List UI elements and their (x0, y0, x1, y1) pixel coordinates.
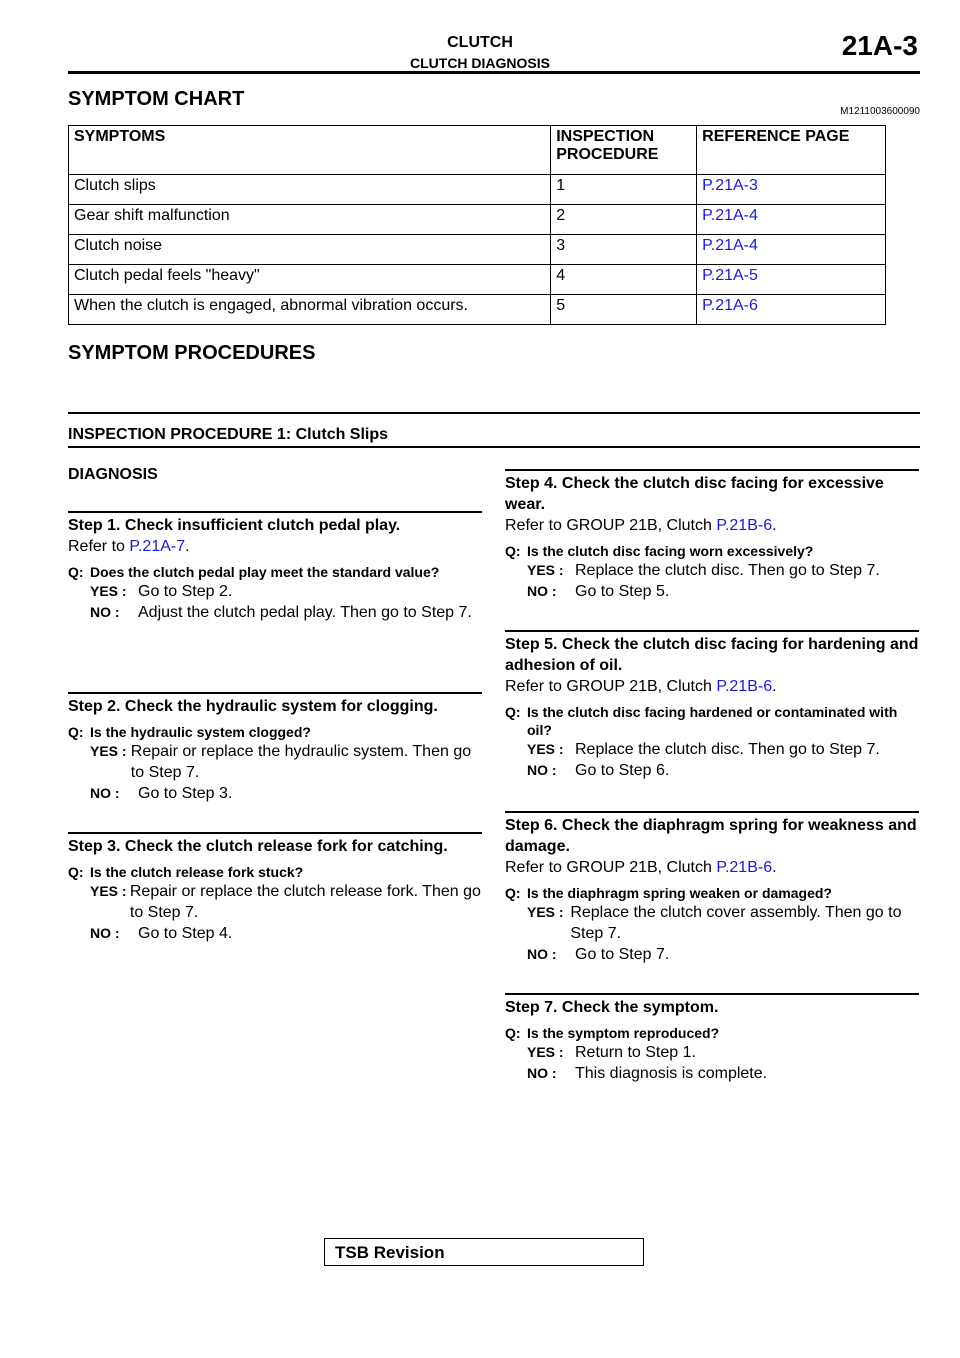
step-question: Q: Does the clutch pedal play meet the standard value? (68, 564, 440, 580)
tsb-revision-label: TSB Revision (335, 1243, 445, 1262)
table-row (69, 205, 886, 235)
column-header-inspection-procedure: INSPECTION PROCEDURE (551, 126, 697, 175)
step-divider (505, 993, 919, 995)
table-header-row (69, 126, 886, 175)
no-answer: NO : Adjust the clutch pedal play. Then go to Step 7. (90, 604, 472, 621)
symptom-chart-heading: SYMPTOM CHART (68, 88, 245, 110)
symptom-cell: Clutch slips (69, 175, 551, 205)
yes-answer: YES : Go to Step 2. (90, 583, 233, 600)
step-2-block (68, 696, 482, 804)
step-reference: Refer to GROUP 21B, Clutch P.21B-6. (505, 517, 777, 534)
page-number: 21A-3 (841, 30, 918, 61)
yes-answer: YES : Repair or replace the clutch release fork. Then go to Step 7. (90, 883, 481, 921)
no-answer: NO : Go to Step 7. (527, 946, 670, 963)
symptom-cell: Gear shift malfunction (69, 205, 551, 235)
table-row (69, 295, 886, 325)
symptom-chart-table (68, 125, 886, 325)
yes-answer: YES : Repair or replace the hydraulic system. Then go to Step 7. (90, 743, 472, 781)
step-title: Step 2. Check the hydraulic system for clogging. (68, 698, 438, 715)
reference-link[interactable]: P.21A-4 (697, 235, 886, 265)
document-id: M1211003600090 (840, 106, 920, 117)
step-title: Step 7. Check the symptom. (505, 999, 719, 1016)
section-subtitle: CLUTCH DIAGNOSIS (410, 55, 550, 71)
step-title: Step 1. Check insufficient clutch pedal play. (68, 517, 401, 534)
tsb-revision-box (324, 1238, 644, 1266)
step-4-block (505, 473, 919, 602)
procedure-cell: 1 (551, 175, 697, 205)
step-divider (68, 511, 482, 513)
reference-link[interactable]: P.21A-7 (129, 538, 186, 555)
step-1-block (68, 515, 482, 623)
step-3-block (68, 836, 482, 944)
step-divider (505, 469, 919, 471)
table-row (69, 175, 886, 205)
step-question: Q: Is the hydraulic system clogged? (68, 724, 311, 740)
step-reference: Refer to GROUP 21B, Clutch P.21B-6. (505, 859, 777, 876)
reference-link[interactable]: P.21A-5 (697, 265, 886, 295)
section-title: CLUTCH (447, 34, 513, 51)
divider (68, 412, 920, 414)
yes-answer: YES : Replace the clutch disc. Then go to Step 7. (527, 562, 880, 579)
symptom-cell: Clutch pedal feels "heavy" (69, 265, 551, 295)
step-7-block (505, 997, 919, 1084)
yes-answer: YES : Replace the clutch cover assembly. Then go to Step 7. (527, 904, 902, 942)
step-6-block (505, 815, 919, 965)
step-title: Step 5. Check the clutch disc facing for hardening and adhesion of oil. (505, 636, 919, 674)
symptom-cell: Clutch noise (69, 235, 551, 265)
step-title: Step 6. Check the diaphragm spring for weakness and damage. (505, 817, 917, 855)
table-row (69, 265, 886, 295)
header-divider (68, 71, 920, 74)
yes-answer: YES : Return to Step 1. (527, 1044, 696, 1061)
step-title: Step 4. Check the clutch disc facing for excessive wear. (505, 475, 884, 513)
reference-link[interactable]: P.21B-6 (716, 678, 773, 695)
step-question: Q: Is the clutch release fork stuck? (68, 864, 304, 880)
procedure-cell: 2 (551, 205, 697, 235)
no-answer: NO : Go to Step 5. (527, 583, 670, 600)
no-answer: NO : Go to Step 4. (90, 925, 233, 942)
step-question: Q: Is the symptom reproduced? (505, 1025, 720, 1041)
step-reference: Refer to P.21A-7. (68, 538, 190, 555)
step-question: Q: Is the clutch disc facing worn excessively? (505, 543, 814, 559)
procedure-cell: 3 (551, 235, 697, 265)
step-divider (68, 832, 482, 834)
step-question: Q: Is the diaphragm spring weaken or damaged? (505, 885, 832, 901)
no-answer: NO : This diagnosis is complete. (527, 1065, 768, 1082)
inspection-procedure-title: INSPECTION PROCEDURE 1: Clutch Slips (68, 426, 389, 443)
column-header-reference-page: REFERENCE PAGE (697, 126, 886, 175)
procedure-cell: 4 (551, 265, 697, 295)
yes-answer: YES : Replace the clutch disc. Then go to Step 7. (527, 741, 880, 758)
procedure-cell: 5 (551, 295, 697, 325)
no-answer: NO : Go to Step 6. (527, 762, 670, 779)
step-reference: Refer to GROUP 21B, Clutch P.21B-6. (505, 678, 777, 695)
reference-link[interactable]: P.21A-3 (697, 175, 886, 205)
step-divider (68, 692, 482, 694)
no-answer: NO : Go to Step 3. (90, 785, 233, 802)
step-5-block (505, 634, 919, 781)
table-row (69, 235, 886, 265)
step-divider (505, 630, 919, 632)
step-title: Step 3. Check the clutch release fork for catching. (68, 838, 448, 855)
divider (68, 446, 920, 448)
symptom-cell: When the clutch is engaged, abnormal vibration occurs. (69, 295, 551, 325)
column-header-symptoms: SYMPTOMS (69, 126, 551, 175)
step-question: Q: Is the clutch disc facing hardened or contaminated with oil? (505, 704, 898, 738)
diagnosis-label: DIAGNOSIS (68, 466, 158, 483)
reference-link[interactable]: P.21A-6 (697, 295, 886, 325)
symptom-procedures-heading: SYMPTOM PROCEDURES (68, 342, 316, 364)
reference-link[interactable]: P.21A-4 (697, 205, 886, 235)
reference-link[interactable]: P.21B-6 (716, 859, 773, 876)
reference-link[interactable]: P.21B-6 (716, 517, 773, 534)
step-divider (505, 811, 919, 813)
